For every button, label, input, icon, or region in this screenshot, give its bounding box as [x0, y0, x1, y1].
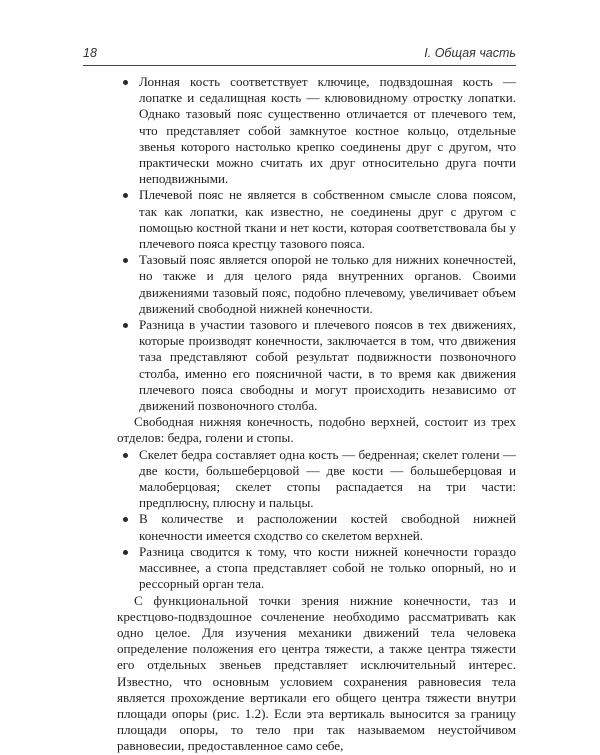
bullet-icon	[123, 453, 128, 458]
list-item-text: Плечевой пояс не является в собственном смысле слова поясом, так как лопатки, как известно, не соединены друг с другом с помощью костной ткани и нет кости, которая соответствовала бы у плечевого пояса крестцу тазового пояса.	[139, 187, 516, 252]
paragraph-lower-limb: Свободная нижняя конечность, подобно верхней, состоит из трех отделов: бедра, голени и стопы.	[117, 414, 516, 446]
bullet-icon	[123, 550, 128, 555]
page-body	[117, 74, 516, 755]
list-item-text: Разница в участии тазового и плечевого поясов в тех движениях, которые производят конечности, заключается в том, что движения таза представляют собой результат подвижности позвоночного столба, именно его поясничной части, в то время как движения плечевого пояса свободны и могут происходить независимо от движений позвоночного столба.	[139, 317, 516, 414]
list-item	[117, 447, 516, 512]
header-rule	[83, 65, 516, 66]
page-number: 18	[83, 46, 97, 60]
bullet-list-pelvis	[117, 74, 516, 414]
list-item	[117, 74, 516, 187]
bullet-icon	[123, 323, 128, 328]
list-item	[117, 317, 516, 414]
list-item	[117, 187, 516, 252]
bullet-icon	[123, 517, 128, 522]
list-item-text: В количестве и расположении костей свободной нижней конечности имеется сходство со скелетом верхней.	[139, 511, 516, 543]
list-item-text: Разница сводится к тому, что кости нижней конечности гораздо массивнее, а стопа представляет собой не только опорный, но и рессорный орган тела.	[139, 543, 516, 592]
running-header	[83, 46, 516, 64]
list-item	[117, 252, 516, 317]
bullet-icon	[123, 193, 128, 198]
paragraph-center-of-gravity: С функциональной точки зрения нижние конечности, таз и крестцово-подвздошное сочленение необходимо рассматривать как одно целое. Для изучения механики движений тела человека определение положения его центра тяжести, а также центра тяжести его отдельных звеньев представляет исключительный интерес. Известно, что основным условием сохранения равновесия тела является прохождение вертикали его общего центра тяжести внутри площади опоры (рис. 1.2). Если эта вертикаль выносится за границу площади опоры, то тело при так называемом неустойчивом равновесии, предоставленное само себе,	[117, 592, 516, 754]
bullet-icon	[123, 80, 128, 85]
list-item	[117, 511, 516, 543]
list-item-text: Тазовый пояс является опорой не только для нижних конечностей, но также и для целого ряда внутренних органов. Своими движениями тазовый пояс, подобно плечевому, увеличивает объем движений свободной нижней конечности.	[139, 252, 516, 316]
list-item-text: Лонная кость соответствует ключице, подвздошная кость — лопатке и седалищная кость — клювовидному отростку лопатки. Однако тазовый пояс существенно отличается от плечевого тем, что представляет собой замкнутое костное кольцо, отдельные звенья которого настолько крепко соединены друг с другом, что практически можно считать их друг относительно друга почти неподвижными.	[139, 74, 516, 187]
bullet-icon	[123, 258, 128, 263]
list-item	[117, 544, 516, 593]
section-title: I. Общая часть	[424, 46, 516, 60]
bullet-list-lower-limb	[117, 447, 516, 593]
list-item-text: Скелет бедра составляет одна кость — бедренная; скелет голени — две кости, большеберцовой — две кости — большеберцовая и малоберцовая; скелет стопы распадается на три части: предплюсну, плюсну и пальцы.	[139, 446, 516, 511]
